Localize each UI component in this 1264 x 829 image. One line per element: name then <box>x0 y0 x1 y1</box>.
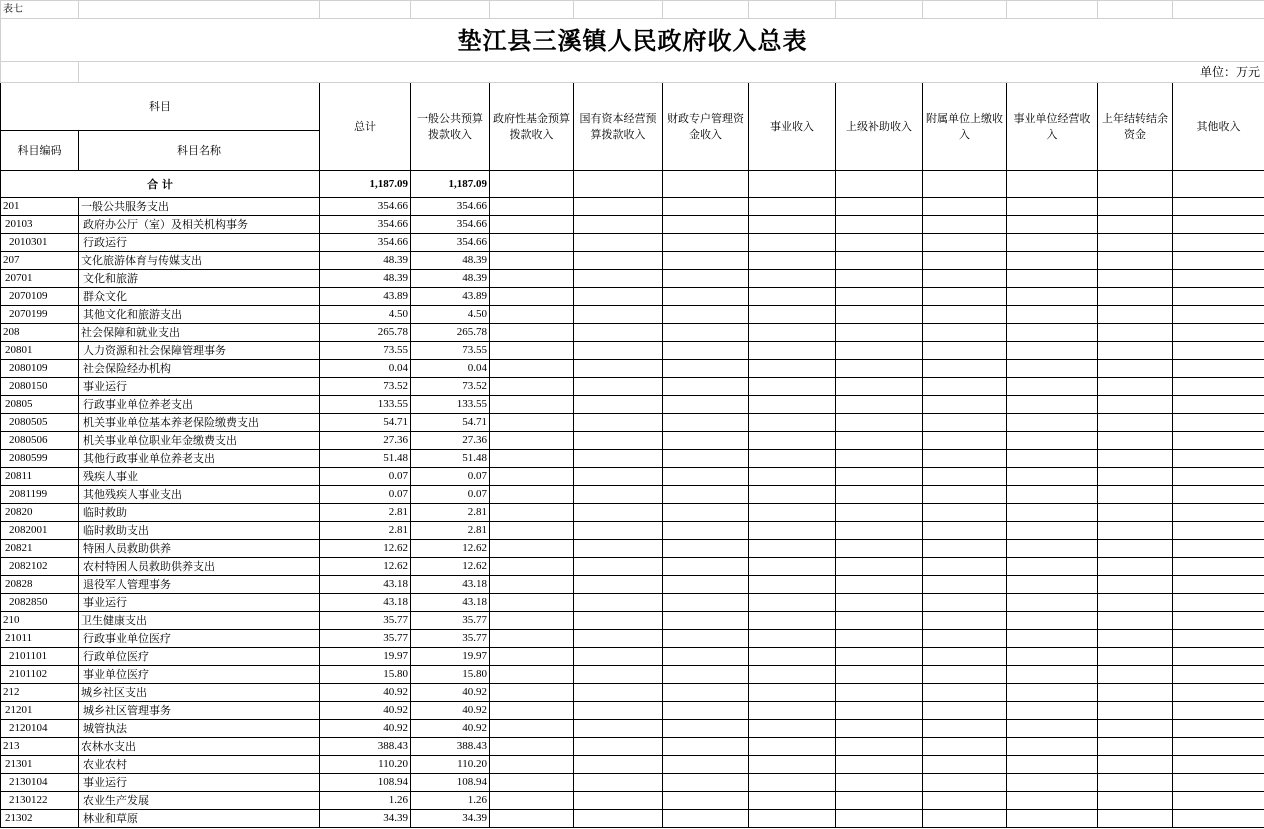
row-name: 事业单位医疗 <box>79 666 320 684</box>
row-name: 一般公共服务支出 <box>79 198 320 216</box>
table-row <box>1 486 1264 504</box>
header-state-capital: 国有资本经营预算拨款收入 <box>574 83 663 171</box>
row-code: 213 <box>1 738 79 756</box>
row-total: 73.52 <box>320 378 411 396</box>
row-code: 20801 <box>1 342 79 360</box>
row-name: 事业运行 <box>79 594 320 612</box>
header-gov-fund: 政府性基金预算拨款收入 <box>490 83 574 171</box>
row-code: 2130122 <box>1 792 79 810</box>
row-code: 21301 <box>1 756 79 774</box>
header-special-account: 财政专户管理资金收入 <box>663 83 749 171</box>
table-row <box>1 414 1264 432</box>
header-name: 科目名称 <box>79 131 320 171</box>
row-general-budget: 110.20 <box>411 756 490 774</box>
table-row <box>1 342 1264 360</box>
row-general-budget: 40.92 <box>411 702 490 720</box>
row-name: 卫生健康支出 <box>79 612 320 630</box>
row-name: 社会保障和就业支出 <box>79 324 320 342</box>
row-name: 农村特困人员救助供养支出 <box>79 558 320 576</box>
summary-label: 合 计 <box>1 171 320 198</box>
row-name: 退役军人管理事务 <box>79 576 320 594</box>
row-code: 212 <box>1 684 79 702</box>
row-code: 2130104 <box>1 774 79 792</box>
row-total: 110.20 <box>320 756 411 774</box>
table-row <box>1 504 1264 522</box>
row-general-budget: 133.55 <box>411 396 490 414</box>
table-row <box>1 324 1264 342</box>
row-general-budget: 48.39 <box>411 270 490 288</box>
row-general-budget: 43.18 <box>411 576 490 594</box>
row-general-budget: 354.66 <box>411 216 490 234</box>
table-row <box>1 594 1264 612</box>
table-row <box>1 468 1264 486</box>
row-total: 40.92 <box>320 684 411 702</box>
header-affiliated: 附属单位上缴收入 <box>923 83 1007 171</box>
row-code: 21011 <box>1 630 79 648</box>
row-total: 35.77 <box>320 612 411 630</box>
table-row <box>1 756 1264 774</box>
row-total: 48.39 <box>320 252 411 270</box>
header-other: 其他收入 <box>1173 83 1264 171</box>
summary-total: 1,187.09 <box>320 171 411 198</box>
table-row <box>1 288 1264 306</box>
row-code: 2101101 <box>1 648 79 666</box>
row-name: 其他文化和旅游支出 <box>79 306 320 324</box>
row-total: 0.07 <box>320 468 411 486</box>
row-total: 40.92 <box>320 702 411 720</box>
table-row <box>1 450 1264 468</box>
table-row <box>1 558 1264 576</box>
row-code: 2080506 <box>1 432 79 450</box>
row-total: 265.78 <box>320 324 411 342</box>
row-total: 2.81 <box>320 522 411 540</box>
table-row <box>1 306 1264 324</box>
row-code: 20821 <box>1 540 79 558</box>
row-total: 133.55 <box>320 396 411 414</box>
row-total: 0.07 <box>320 486 411 504</box>
table-row <box>1 378 1264 396</box>
row-code: 2082001 <box>1 522 79 540</box>
row-name: 临时救助支出 <box>79 522 320 540</box>
row-code: 210 <box>1 612 79 630</box>
row-total: 48.39 <box>320 270 411 288</box>
table-tag: 表七 <box>1 1 79 19</box>
row-total: 35.77 <box>320 630 411 648</box>
row-total: 1.26 <box>320 792 411 810</box>
row-total: 27.36 <box>320 432 411 450</box>
row-general-budget: 15.80 <box>411 666 490 684</box>
row-name: 残疾人事业 <box>79 468 320 486</box>
row-general-budget: 27.36 <box>411 432 490 450</box>
row-name: 临时救助 <box>79 504 320 522</box>
row-name: 社会保险经办机构 <box>79 360 320 378</box>
table-row <box>1 576 1264 594</box>
header-code: 科目编码 <box>1 131 79 171</box>
row-total: 354.66 <box>320 234 411 252</box>
row-name: 行政事业单位医疗 <box>79 630 320 648</box>
row-code: 21302 <box>1 810 79 828</box>
row-name: 政府办公厅（室）及相关机构事务 <box>79 216 320 234</box>
row-code: 2120104 <box>1 720 79 738</box>
row-total: 0.04 <box>320 360 411 378</box>
row-name: 文化旅游体育与传媒支出 <box>79 252 320 270</box>
row-name: 机关事业单位职业年金缴费支出 <box>79 432 320 450</box>
row-general-budget: 35.77 <box>411 630 490 648</box>
unit-label: 单位：万元 <box>79 62 1264 83</box>
row-total: 40.92 <box>320 720 411 738</box>
table-row <box>1 360 1264 378</box>
row-general-budget: 40.92 <box>411 720 490 738</box>
header-operating: 事业单位经营收入 <box>1007 83 1098 171</box>
table-row <box>1 270 1264 288</box>
row-name: 农业农村 <box>79 756 320 774</box>
row-code: 2080599 <box>1 450 79 468</box>
table-row <box>1 666 1264 684</box>
header-subject: 科目 <box>1 83 320 131</box>
row-general-budget: 4.50 <box>411 306 490 324</box>
row-general-budget: 12.62 <box>411 540 490 558</box>
row-general-budget: 0.07 <box>411 468 490 486</box>
row-name: 特困人员救助供养 <box>79 540 320 558</box>
row-general-budget: 51.48 <box>411 450 490 468</box>
row-total: 4.50 <box>320 306 411 324</box>
row-code: 20103 <box>1 216 79 234</box>
row-total: 51.48 <box>320 450 411 468</box>
row-code: 2080150 <box>1 378 79 396</box>
table-row <box>1 252 1264 270</box>
table-row <box>1 198 1264 216</box>
row-code: 2010301 <box>1 234 79 252</box>
row-general-budget: 34.39 <box>411 810 490 828</box>
row-name: 行政运行 <box>79 234 320 252</box>
page-title: 垫江县三溪镇人民政府收入总表 <box>1 19 1264 62</box>
table-row <box>1 684 1264 702</box>
row-total: 15.80 <box>320 666 411 684</box>
row-total: 19.97 <box>320 648 411 666</box>
row-code: 2082102 <box>1 558 79 576</box>
row-general-budget: 2.81 <box>411 504 490 522</box>
row-total: 43.18 <box>320 594 411 612</box>
row-name: 其他行政事业单位养老支出 <box>79 450 320 468</box>
row-general-budget: 354.66 <box>411 234 490 252</box>
row-total: 12.62 <box>320 540 411 558</box>
row-name: 城乡社区管理事务 <box>79 702 320 720</box>
table-row <box>1 792 1264 810</box>
table-row <box>1 738 1264 756</box>
row-general-budget: 265.78 <box>411 324 490 342</box>
row-general-budget: 43.18 <box>411 594 490 612</box>
row-name: 林业和草原 <box>79 810 320 828</box>
row-total: 354.66 <box>320 198 411 216</box>
header-superior-subsidy: 上级补助收入 <box>836 83 923 171</box>
row-general-budget: 40.92 <box>411 684 490 702</box>
row-code: 2082850 <box>1 594 79 612</box>
row-name: 群众文化 <box>79 288 320 306</box>
row-name: 农业生产发展 <box>79 792 320 810</box>
header-total: 总计 <box>320 83 411 171</box>
row-code: 21201 <box>1 702 79 720</box>
row-total: 2.81 <box>320 504 411 522</box>
row-code: 2070199 <box>1 306 79 324</box>
row-name: 事业运行 <box>79 378 320 396</box>
row-name: 人力资源和社会保障管理事务 <box>79 342 320 360</box>
table-row <box>1 648 1264 666</box>
row-code: 208 <box>1 324 79 342</box>
table-row <box>1 774 1264 792</box>
row-general-budget: 0.07 <box>411 486 490 504</box>
row-code: 20805 <box>1 396 79 414</box>
row-general-budget: 0.04 <box>411 360 490 378</box>
row-general-budget: 48.39 <box>411 252 490 270</box>
row-name: 文化和旅游 <box>79 270 320 288</box>
table-row <box>1 234 1264 252</box>
row-name: 行政事业单位养老支出 <box>79 396 320 414</box>
table-row <box>1 720 1264 738</box>
table-row <box>1 522 1264 540</box>
row-general-budget: 108.94 <box>411 774 490 792</box>
row-total: 73.55 <box>320 342 411 360</box>
row-code: 2081199 <box>1 486 79 504</box>
row-name: 城管执法 <box>79 720 320 738</box>
row-code: 20828 <box>1 576 79 594</box>
table-row <box>1 216 1264 234</box>
row-general-budget: 54.71 <box>411 414 490 432</box>
summary-general-budget: 1,187.09 <box>411 171 490 198</box>
table-row <box>1 432 1264 450</box>
row-total: 34.39 <box>320 810 411 828</box>
row-total: 43.89 <box>320 288 411 306</box>
table-row <box>1 702 1264 720</box>
row-name: 机关事业单位基本养老保险缴费支出 <box>79 414 320 432</box>
row-general-budget: 354.66 <box>411 198 490 216</box>
row-total: 388.43 <box>320 738 411 756</box>
row-general-budget: 73.52 <box>411 378 490 396</box>
row-name: 农林水支出 <box>79 738 320 756</box>
row-code: 20701 <box>1 270 79 288</box>
header-carryover: 上年结转结余资金 <box>1098 83 1173 171</box>
row-general-budget: 19.97 <box>411 648 490 666</box>
row-total: 12.62 <box>320 558 411 576</box>
row-name: 其他残疾人事业支出 <box>79 486 320 504</box>
table-row <box>1 612 1264 630</box>
row-code: 2080109 <box>1 360 79 378</box>
row-general-budget: 2.81 <box>411 522 490 540</box>
row-general-budget: 35.77 <box>411 612 490 630</box>
row-general-budget: 1.26 <box>411 792 490 810</box>
row-name: 行政单位医疗 <box>79 648 320 666</box>
table-row <box>1 396 1264 414</box>
row-total: 54.71 <box>320 414 411 432</box>
row-code: 207 <box>1 252 79 270</box>
row-code: 2080505 <box>1 414 79 432</box>
table-row <box>1 810 1264 828</box>
row-general-budget: 73.55 <box>411 342 490 360</box>
row-total: 43.18 <box>320 576 411 594</box>
row-code: 20811 <box>1 468 79 486</box>
row-general-budget: 43.89 <box>411 288 490 306</box>
row-code: 2101102 <box>1 666 79 684</box>
row-code: 20820 <box>1 504 79 522</box>
row-name: 事业运行 <box>79 774 320 792</box>
row-total: 354.66 <box>320 216 411 234</box>
row-general-budget: 12.62 <box>411 558 490 576</box>
row-general-budget: 388.43 <box>411 738 490 756</box>
row-name: 城乡社区支出 <box>79 684 320 702</box>
row-code: 201 <box>1 198 79 216</box>
row-code: 2070109 <box>1 288 79 306</box>
header-business-income: 事业收入 <box>749 83 836 171</box>
header-general-budget: 一般公共预算拨款收入 <box>411 83 490 171</box>
table-row <box>1 540 1264 558</box>
table-row <box>1 630 1264 648</box>
row-total: 108.94 <box>320 774 411 792</box>
